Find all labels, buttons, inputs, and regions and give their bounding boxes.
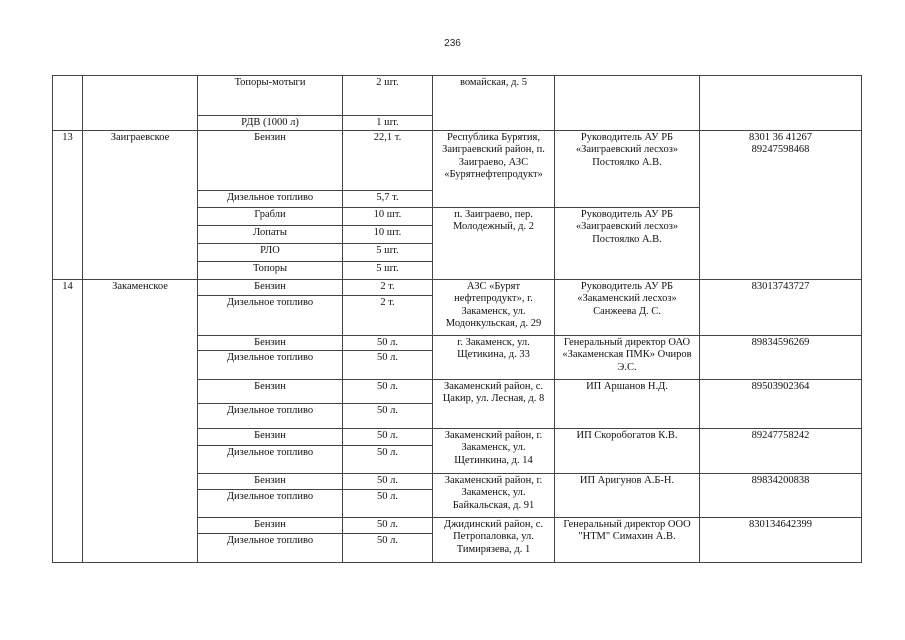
item-quantity: 50 л.: [343, 533, 433, 562]
contact-cell: Генеральный директор ОАО «Закаменская ПМК» Очиров Э.С.: [555, 335, 700, 379]
table-row: [53, 76, 862, 116]
item-quantity: 10 шт.: [343, 225, 433, 243]
contact-cell: ИП Скоробогатов К.В.: [555, 428, 700, 473]
address-cell: Республика Бурятия, Заиграевский район, п. Заиграево, АЗС «Бурятнефтепродукт»: [433, 130, 555, 207]
address-cell: п. Заиграево, пер. Молодежный, д. 2: [433, 207, 555, 279]
item-quantity: 5 шт.: [343, 261, 433, 279]
phone-cell: 89503902364: [700, 379, 862, 428]
item-name: Дизельное топливо: [198, 295, 343, 335]
item-name: Бензин: [198, 379, 343, 403]
row-number: [53, 76, 83, 131]
phone-cell: [700, 76, 862, 131]
address-cell: АЗС «Бурят нефтепродукт», г. Закаменск, ул. Модонкульская, д. 29: [433, 279, 555, 335]
row-number: 14: [53, 279, 83, 562]
contact-cell: ИП Аршанов Н.Д.: [555, 379, 700, 428]
item-name: Дизельное топливо: [198, 445, 343, 473]
item-quantity: 5,7 т.: [343, 190, 433, 207]
item-name: Лопаты: [198, 225, 343, 243]
item-quantity: 22,1 т.: [343, 130, 433, 190]
address-cell: Закаменский район, с. Цакир, ул. Лесная, д. 8: [433, 379, 555, 428]
contact-cell: Генеральный директор ООО "НТМ" Симахин А.В.: [555, 517, 700, 562]
phone-cell: 89247758242: [700, 428, 862, 473]
phone-cell: 8301 36 41267 89247598468: [700, 130, 862, 279]
address-cell: г. Закаменск, ул. Щетикина, д. 33: [433, 335, 555, 379]
item-quantity: 2 т.: [343, 295, 433, 335]
item-name: Дизельное топливо: [198, 350, 343, 379]
item-quantity: 5 шт.: [343, 243, 433, 261]
item-name: РДВ (1000 л): [198, 116, 343, 131]
item-name: Бензин: [198, 517, 343, 533]
contact-cell: Руководитель АУ РБ «Заиграевский лесхоз» Постоялко А.В.: [555, 207, 700, 279]
item-quantity: 50 л.: [343, 403, 433, 428]
address-cell: вомайская, д. 5: [433, 76, 555, 131]
item-quantity: 1 шт.: [343, 116, 433, 131]
item-name: Грабли: [198, 207, 343, 225]
item-quantity: 50 л.: [343, 489, 433, 517]
contact-cell: Руководитель АУ РБ «Закаменский лесхоз» Санжеева Д. С.: [555, 279, 700, 335]
resources-table: [52, 75, 862, 563]
item-quantity: 50 л.: [343, 473, 433, 489]
item-quantity: 50 л.: [343, 335, 433, 350]
address-cell: Закаменский район, г. Закаменск, ул. Байкальская, д. 91: [433, 473, 555, 517]
row-number: 13: [53, 130, 83, 279]
district-name: Закаменское: [83, 279, 198, 562]
page-number: 236: [444, 38, 461, 49]
contact-cell: ИП Аригунов А.Б-Н.: [555, 473, 700, 517]
table-row: [53, 279, 862, 295]
district-name: Заиграевское: [83, 130, 198, 279]
item-quantity: 50 л.: [343, 350, 433, 379]
item-quantity: 50 л.: [343, 445, 433, 473]
item-quantity: 50 л.: [343, 379, 433, 403]
item-name: Топоры-мотыги: [198, 76, 343, 116]
phone-cell: 83013743727: [700, 279, 862, 335]
phone-cell: 89834200838: [700, 473, 862, 517]
item-name: Бензин: [198, 335, 343, 350]
contact-cell: [555, 76, 700, 131]
item-name: Бензин: [198, 130, 343, 190]
item-name: Бензин: [198, 279, 343, 295]
item-quantity: 2 т.: [343, 279, 433, 295]
item-quantity: 50 л.: [343, 428, 433, 445]
item-name: Дизельное топливо: [198, 190, 343, 207]
item-name: Бензин: [198, 473, 343, 489]
item-name: РЛО: [198, 243, 343, 261]
district-name: [83, 76, 198, 131]
item-quantity: 2 шт.: [343, 76, 433, 116]
item-name: Дизельное топливо: [198, 533, 343, 562]
address-cell: Закаменский район, г. Закаменск, ул. Щетинкина, д. 14: [433, 428, 555, 473]
item-quantity: 50 л.: [343, 517, 433, 533]
item-name: Дизельное топливо: [198, 403, 343, 428]
item-quantity: 10 шт.: [343, 207, 433, 225]
phone-cell: 830134642399: [700, 517, 862, 562]
item-name: Дизельное топливо: [198, 489, 343, 517]
contact-cell: Руководитель АУ РБ «Заиграевский лесхоз» Постоялко А.В.: [555, 130, 700, 207]
table-row: [53, 130, 862, 190]
address-cell: Джидинский район, с. Петропаловка, ул. Тимирязева, д. 1: [433, 517, 555, 562]
item-name: Топоры: [198, 261, 343, 279]
phone-cell: 89834596269: [700, 335, 862, 379]
item-name: Бензин: [198, 428, 343, 445]
